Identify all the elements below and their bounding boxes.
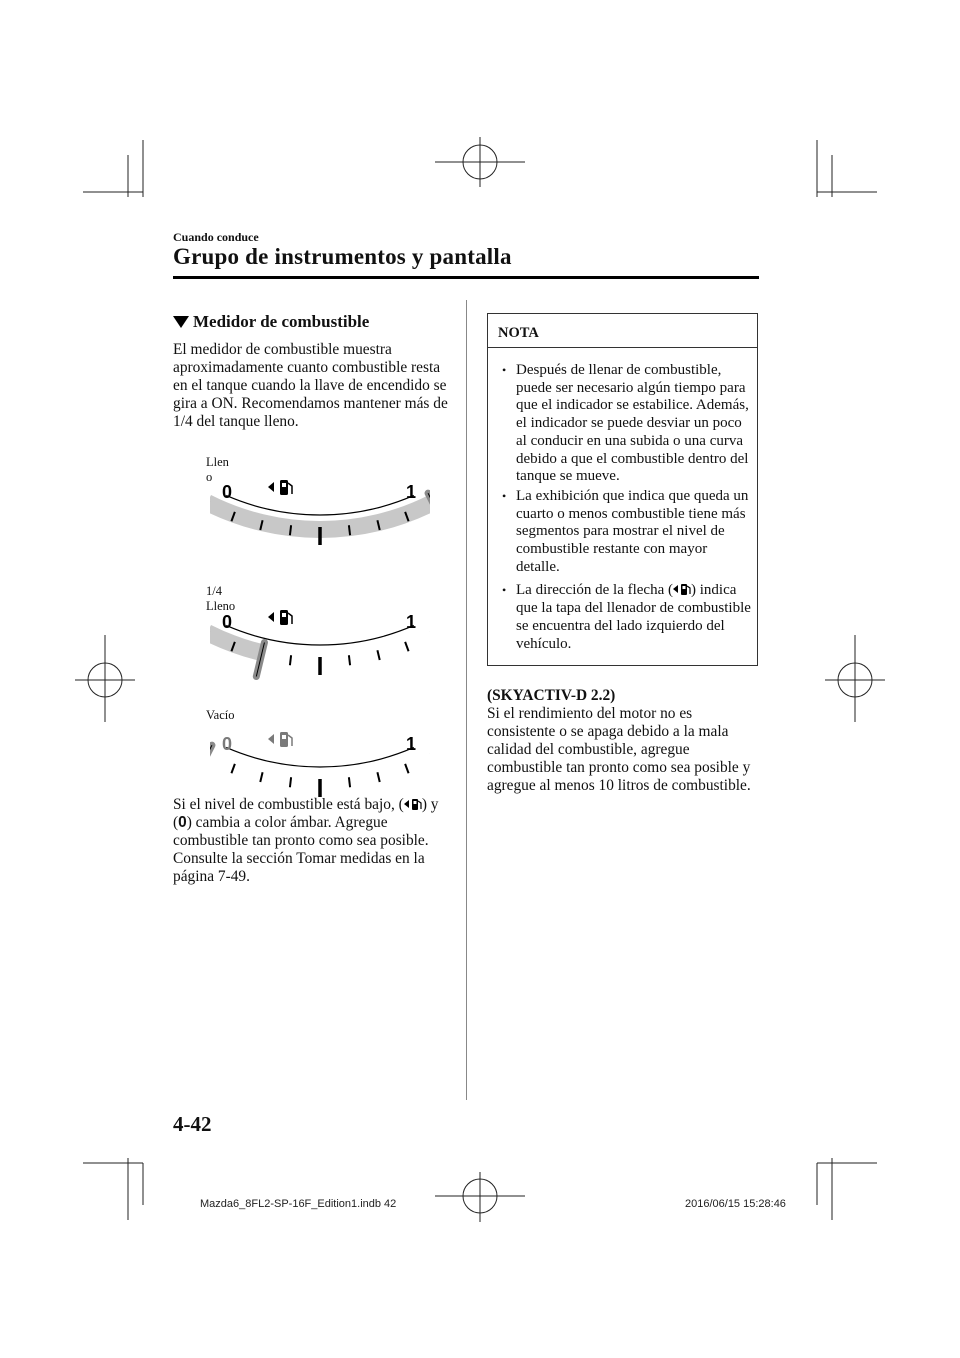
skyactiv-heading: (SKYACTIV-D 2.2) [487,687,616,704]
gauge-empty-mark: 0 [222,482,233,502]
gauge-tick [349,777,350,787]
gauge-tick [349,525,350,535]
skyactiv-paragraph: Si el rendimiento del motor no es consistente o se apaga debido a la mala calidad del combustible, agregue combustible tan pronto como sea posible y agregue al menos 10 litros de combustible. [487,705,751,794]
note-item: • Después de llenar de combustible, puede ser necesario algún tiempo para que el indicador se estabilice. Además, el indicador se puede desviar un poco al conducir en una subida o una curva debido a que el combustible dentro del tanque se mueve. [502,362,751,486]
title-rule [173,276,759,279]
gauge-full-mark: 1 [406,612,417,632]
section-label: Cuando conduce [173,230,259,244]
gauge-label-line: Vacío [206,708,235,722]
zero-mark-inline: 0 [178,813,187,831]
low-fuel-text: ) y [421,796,439,813]
page-number: 4-42 [173,1112,212,1136]
note-item [502,582,751,653]
column-divider [466,300,467,1100]
gauge-label-line: 1/4 [206,584,222,598]
gauge-tick [260,772,262,782]
low-fuel-text: ) cambia a color ámbar. Agregue combustible tan pronto como sea posible. Consulte la sección Tomar medidas en la página 7-49. [173,813,429,885]
gauge-tick [405,642,408,651]
gauge-tick [290,655,291,665]
gauge-tick [290,525,291,535]
page-title: Grupo de instrumentos y pantalla [173,244,512,269]
gauge-tick [377,772,379,782]
gauge-tick [290,777,291,787]
gauge-label-line: Lleno [206,599,236,613]
gauge-full-mark: 1 [406,482,417,502]
note-item: • La exhibición que indica que queda un cuarto o menos combustible tiene más segmentos para mostrar el nivel de combustible restante con mayor detalle. [502,488,751,577]
fuel-gauge-heading [173,312,369,332]
print-timestamp: 2016/06/15 15:28:46 [685,1198,786,1210]
fuel-gauge-quarter [210,600,430,680]
gauge-empty-mark: 0 [222,734,233,754]
gauge-arc [226,747,414,767]
gauge-tick [231,764,234,773]
note-box [487,313,758,666]
intro-paragraph: El medidor de combustible muestra aproximadamente cuanto combustible resta en el tanque cuando la llave de encendido se gira a ON. Recomendamos mantener más de 1/4 del tanque lleno. [173,341,448,430]
heading-text: Medidor de combustible [193,312,370,331]
note-title: NOTA [488,314,757,348]
gauge-label-line: Llen [206,455,229,469]
fuel-gauge-empty [210,722,430,802]
fuel-pump-icon [404,797,422,811]
gauge-empty-mark: 0 [222,612,233,632]
fuel-pump-icon [268,732,292,747]
gauge-tick [405,764,408,773]
gauge-label-line: o [206,470,213,484]
gauge-tick [349,655,350,665]
low-fuel-paragraph [173,796,458,886]
fuel-pump-icon [268,480,292,495]
gauge-full-mark: 1 [406,734,417,754]
down-triangle-icon [173,316,189,328]
note-item-text: ) indica que la tapa del llenador de combustible se encuentra del lado izquierdo del vehículo. [516,582,751,652]
file-info: Mazda6_8FL2-SP-16F_Edition1.indb 42 [200,1198,397,1210]
note-item-text: La dirección de la flecha ( [516,582,673,599]
gauge-tick [377,650,379,660]
note-list [488,348,757,653]
low-fuel-text: ( [173,813,179,831]
fuel-gauge-full [210,470,430,550]
fuel-pump-icon [673,582,691,596]
gauge-label-empty [206,708,234,723]
low-fuel-text: Si el nivel de combustible está bajo, ( [173,796,404,813]
gauge-needle [210,745,212,776]
fuel-pump-icon [268,610,292,625]
